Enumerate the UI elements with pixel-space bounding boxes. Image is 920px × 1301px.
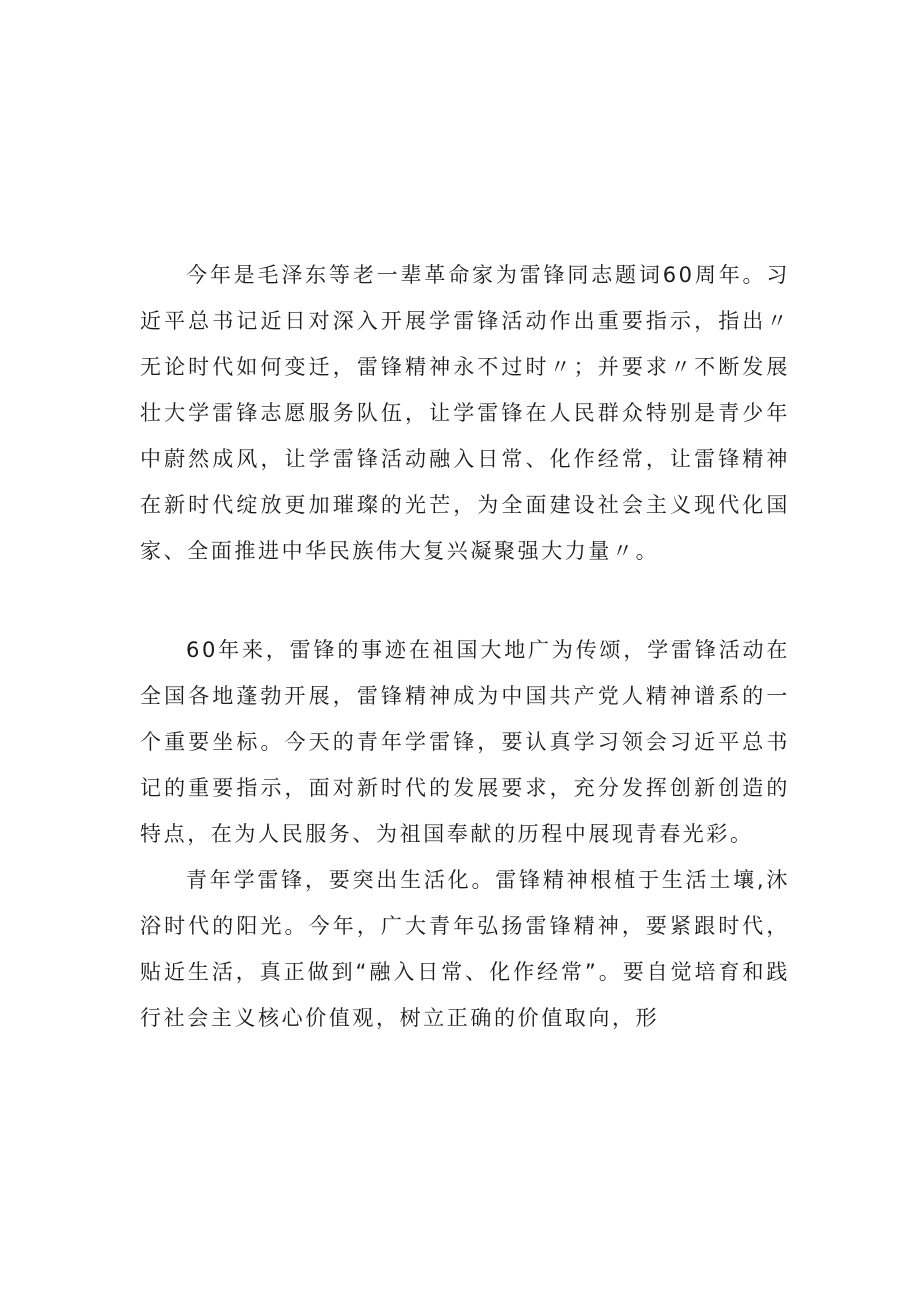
body-paragraph-1: 今年是毛泽东等老一辈革命家为雷锋同志题词60周年。习近平总书记近日对深入开展学雷锋活动作出重要指示，指出〃无论时代如何变迁，雷锋精神永不过时〃；并要求〃不断发展壮大学雷锋志愿服务队伍，让学雷锋在人民群众特别是青少年中蔚然成风，让学雷锋活动融入日常、化作经常，让雷锋精神在新时代绽放更加璀璨的光芒，为全面建设社会主义现代化国家、全面推进中华民族伟大复兴凝聚强大力量〃。 (140, 263, 790, 563)
body-paragraph-2: 60年来，雷锋的事迹在祖国大地广为传颂，学雷锋活动在全国各地蓬勃开展，雷锋精神成为中国共产党人精神谱系的一个重要坐标。今天的青年学雷锋，要认真学习领会习近平总书记的重要指示，面对新时代的发展要求，充分发挥创新创造的特点，在为人民服务、为祖国奉献的历程中展现青春光彩。 (140, 638, 790, 846)
body-paragraph-3: 青年学雷锋，要突出生活化。雷锋精神根植于生活土壤,沐浴时代的阳光。今年，广大青年弘扬雷锋精神，要紧跟时代，贴近生活，真正做到“融入日常、化作经常”。要自觉培育和践行社会主义核心价值观，树立正确的价值取向，形 (140, 868, 790, 1030)
